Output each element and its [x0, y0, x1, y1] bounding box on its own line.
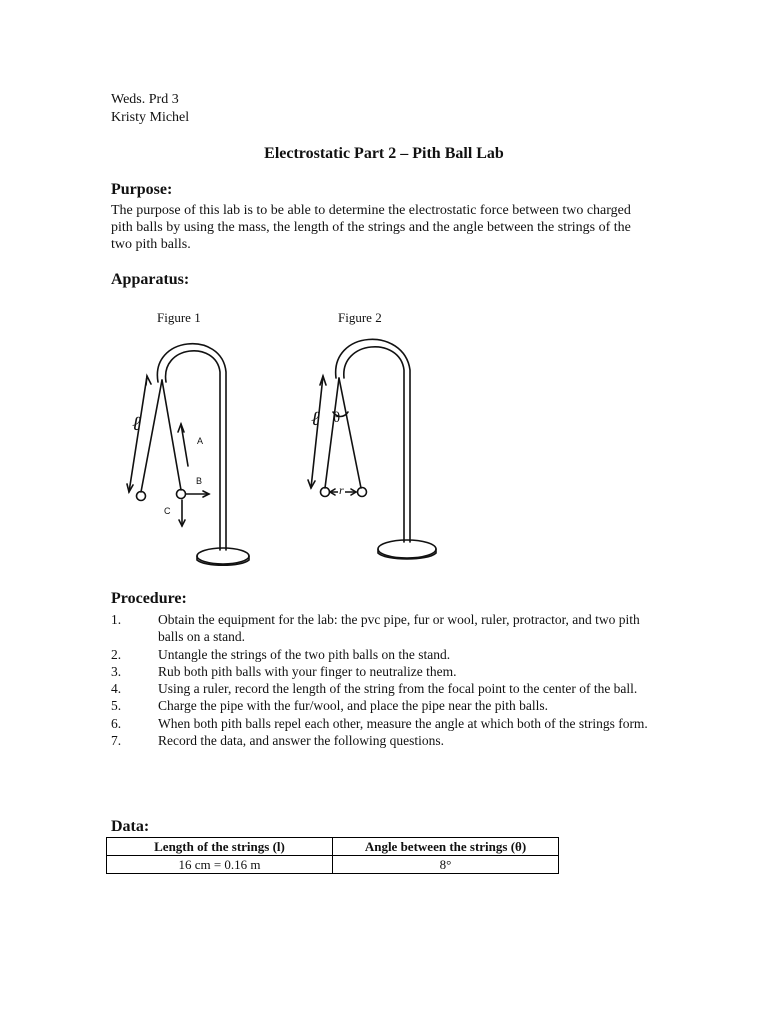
- procedure-heading: Procedure:: [111, 590, 187, 607]
- figure-2-angle-label: θ: [333, 410, 341, 426]
- step-text: Untangle the strings of the two pith balls on the stand.: [158, 646, 451, 662]
- figure-2-length-label: ℓ: [311, 408, 320, 430]
- header-class-period: Weds. Prd 3: [111, 92, 179, 107]
- figure-2-ball-left: [321, 488, 330, 497]
- data-heading: Data:: [111, 818, 150, 835]
- figure-2-ball-right: [358, 488, 367, 497]
- figure-1-arrow-b-label: B: [196, 476, 203, 486]
- cell-length: 16 cm = 0.16 m: [107, 856, 333, 874]
- figure-2-string-left: [325, 378, 339, 488]
- figure-1-arrow-a: [181, 424, 188, 466]
- figure-2-length-arrow: [311, 376, 323, 488]
- step-number: 5.: [111, 698, 122, 714]
- step-number: 4.: [111, 681, 122, 697]
- table-row: [107, 856, 559, 874]
- procedure-step: [111, 663, 651, 680]
- figure-1-ball-left: [137, 492, 146, 501]
- step-text: Record the data, and answer the following questions.: [158, 733, 445, 749]
- purpose-heading: Purpose:: [111, 181, 173, 198]
- procedure-step: [111, 715, 651, 732]
- table-header-row: [107, 838, 559, 856]
- document-title: Electrostatic Part 2 – Pith Ball Lab: [264, 145, 504, 162]
- cell-angle: 8°: [333, 856, 559, 874]
- figure-1-label: Figure 1: [157, 310, 201, 325]
- figure-1-stand: [157, 344, 249, 566]
- step-number: 7.: [111, 733, 122, 749]
- step-text: Obtain the equipment for the lab: the pvc pipe, fur or wool, ruler, protractor, and two pith balls on a stand.: [158, 612, 640, 645]
- step-text: Rub both pith balls with your finger to neutralize them.: [158, 663, 457, 679]
- figure-1-string-right: [162, 380, 181, 490]
- column-header-length: Length of the strings (l): [107, 838, 333, 856]
- step-text: Using a ruler, record the length of the string from the focal point to the center of the ball.: [158, 681, 638, 697]
- purpose-text: The purpose of this lab is to be able to determine the electrostatic force between two charged pith balls by using the mass, the length of the strings and the angle between the strings of the two pith balls.: [111, 203, 631, 252]
- figure-1-length-label: ℓ: [132, 413, 141, 435]
- figure-1-ball-right: [177, 490, 186, 499]
- step-text: Charge the pipe with the fur/wool, and place the pipe near the pith balls.: [158, 698, 549, 714]
- figure-2-distance-label: r: [339, 483, 344, 497]
- apparatus-heading: Apparatus:: [111, 271, 190, 288]
- procedure-list: [111, 611, 651, 749]
- step-number: 2.: [111, 646, 122, 662]
- column-header-angle: Angle between the strings (θ): [333, 838, 559, 856]
- figure-2-label: Figure 2: [338, 310, 382, 325]
- step-number: 6.: [111, 715, 122, 731]
- procedure-step: [111, 732, 651, 749]
- figure-1-arrow-c-label: C: [164, 506, 171, 516]
- figure-1-arrow-a-label: A: [197, 436, 204, 446]
- procedure-step: [111, 697, 651, 714]
- figure-2-stand: [336, 339, 436, 559]
- procedure-step: [111, 611, 651, 646]
- step-number: 3.: [111, 663, 122, 679]
- step-text: When both pith balls repel each other, measure the angle at which both of the strings form.: [158, 715, 648, 731]
- procedure-step: [111, 680, 651, 697]
- data-table: [106, 837, 559, 874]
- procedure-step: [111, 646, 651, 663]
- step-number: 1.: [111, 612, 122, 627]
- figure-2-string-right: [339, 378, 361, 488]
- header-author-name: Kristy Michel: [111, 110, 190, 125]
